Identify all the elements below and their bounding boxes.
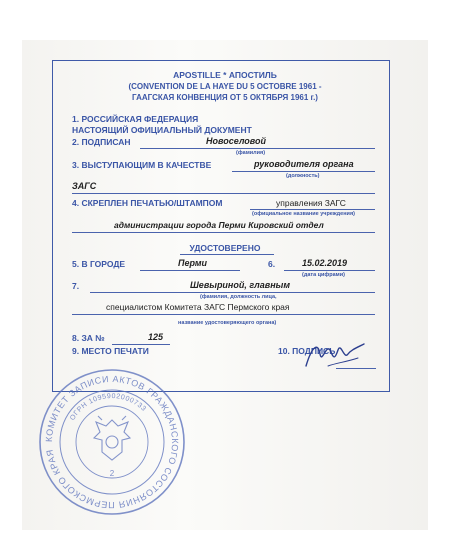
field-3-underline bbox=[232, 171, 375, 172]
field-8-underline bbox=[112, 344, 170, 345]
field-2-hint: (фамилия) bbox=[236, 150, 266, 156]
field-4-value: управления ЗАГС bbox=[276, 198, 346, 208]
field-7-underline-2 bbox=[72, 314, 375, 315]
field-7-label: 7. bbox=[72, 281, 80, 291]
signature-icon bbox=[300, 336, 370, 372]
field-4-continued: администрации города Перми Кировский отдел bbox=[114, 220, 324, 230]
field-1-country: 1. РОССИЙСКАЯ ФЕДЕРАЦИЯ bbox=[72, 114, 199, 124]
header-title: APOSTILLE * АПОСТИЛЬ bbox=[173, 70, 277, 80]
field-6-hint: (дата цифрами) bbox=[302, 272, 345, 278]
certified-underline bbox=[180, 254, 274, 255]
field-8-label: 8. ЗА № bbox=[72, 333, 105, 343]
field-7-value: Шевыриной, главным bbox=[190, 280, 290, 290]
field-7-hint-2: название удостоверяющего органа) bbox=[178, 320, 277, 326]
field-4-underline-2 bbox=[72, 232, 375, 233]
seal-ring-text: КОМИТЕТ ЗАПИСИ АКТОВ ГРАЖДАНСКОГО СОСТОЯНИЯ ПЕРМСКОГО КРАЯ bbox=[43, 373, 181, 511]
field-6-underline bbox=[284, 270, 375, 271]
field-3-underline-2 bbox=[72, 193, 375, 194]
field-3-label: 3. ВЫСТУПАЮЩИМ В КАЧЕСТВЕ bbox=[72, 160, 212, 170]
field-4-underline bbox=[250, 209, 375, 210]
seal-number: 2 bbox=[109, 469, 115, 478]
field-7-underline bbox=[90, 292, 375, 293]
seal-inner-text: ОГРН 1095902000733 bbox=[69, 392, 148, 422]
field-2-value: Новоселовой bbox=[206, 136, 267, 146]
field-6-label: 6. bbox=[268, 259, 276, 269]
svg-text:ОГРН 1095902000733 bbox=[69, 393, 147, 422]
field-3-hint: (должность) bbox=[286, 173, 320, 179]
field-8-value: 125 bbox=[148, 332, 164, 342]
field-5-value: Перми bbox=[178, 258, 208, 268]
header-convention-fr: (CONVENTION DE LA HAYE DU 5 OCTOBRE 1961 - bbox=[128, 82, 322, 91]
field-3-continued: ЗАГС bbox=[72, 181, 97, 191]
field-10-label: 10. ПОДПИСЬ bbox=[278, 346, 336, 356]
field-1-document: НАСТОЯЩИЙ ОФИЦИАЛЬНЫЙ ДОКУМЕНТ bbox=[72, 125, 252, 135]
field-9-label: 9. МЕСТО ПЕЧАТИ bbox=[72, 346, 149, 356]
field-2-label: 2. ПОДПИСАН bbox=[72, 137, 131, 147]
field-5-underline bbox=[140, 270, 240, 271]
field-4-label: 4. СКРЕПЛЕН ПЕЧАТЬЮ/ШТАМПОМ bbox=[72, 198, 223, 208]
field-2-underline bbox=[140, 148, 375, 149]
certified-heading: УДОСТОВЕРЕНО bbox=[189, 243, 261, 253]
field-7-hint: (фамилия, должность лица, bbox=[200, 294, 277, 300]
header-convention-ru: ГААГСКАЯ КОНВЕНЦИЯ ОТ 5 ОКТЯБРЯ 1961 г.) bbox=[132, 93, 318, 102]
field-3-value: руководителя органа bbox=[254, 159, 354, 169]
field-5-label: 5. В ГОРОДЕ bbox=[72, 259, 126, 269]
field-4-hint: (официальное название учреждения) bbox=[252, 211, 355, 217]
official-seal-icon bbox=[36, 366, 188, 518]
field-7-continued: специалистом Комитета ЗАГС Пермского края bbox=[106, 302, 290, 312]
field-6-value: 15.02.2019 bbox=[302, 258, 348, 268]
